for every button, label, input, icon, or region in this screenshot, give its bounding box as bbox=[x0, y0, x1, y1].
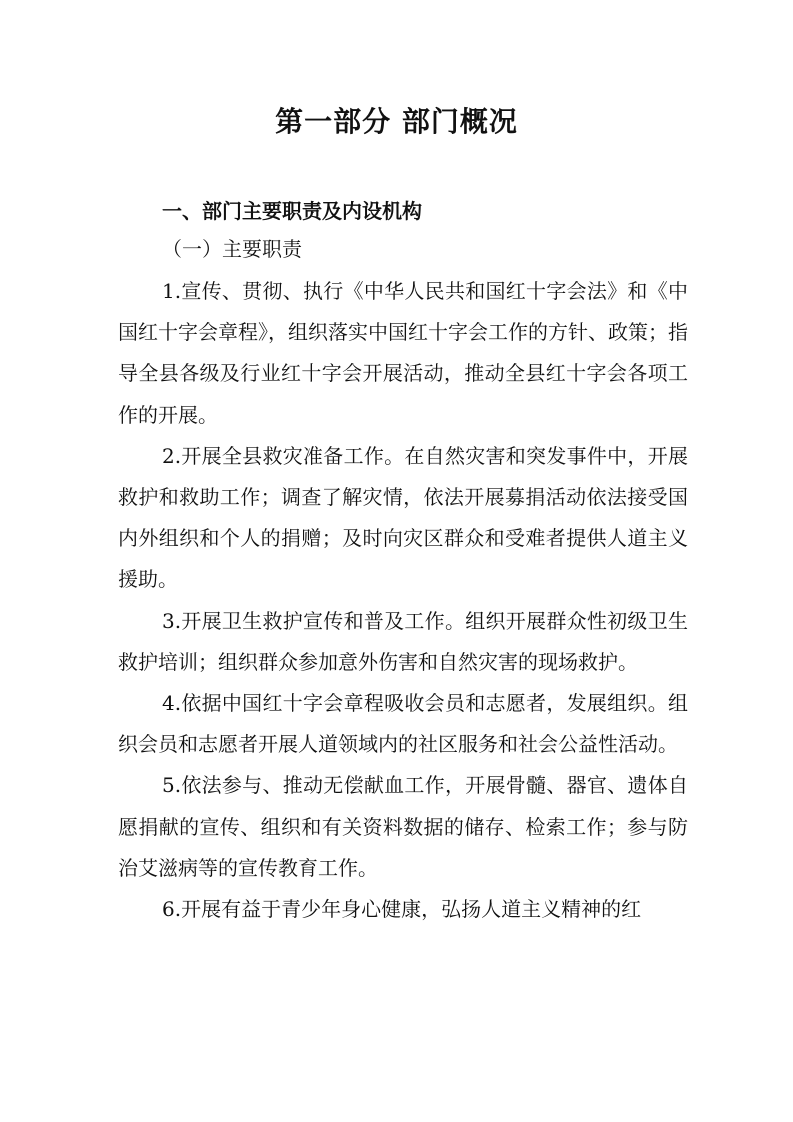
page-title: 第一部分 部门概况 bbox=[275, 105, 518, 138]
section-heading: 一、部门主要职责及内设机构 bbox=[162, 199, 422, 223]
subsection-heading: （一）主要职责 bbox=[162, 237, 302, 261]
document-body bbox=[118, 271, 688, 930]
paragraph-duty-2: 2.开展全县救灾准备工作。在自然灾害和突发事件中，开展救护和救助工作；调查了解灾情，依法开展募捐活动依法接受国内外组织和个人的捐赠；及时向灾区群众和受难者提供人道主义援助。 bbox=[118, 443, 688, 592]
paragraph-duty-6: 6.开展有益于青少年身心健康，弘扬人道主义精神的红 bbox=[162, 897, 642, 922]
paragraph-duty-3: 3.开展卫生救护宣传和普及工作。组织开展群众性初级卫生救护培训；组织群众参加意外伤害和自然灾害的现场救护。 bbox=[118, 608, 688, 674]
paragraph-duty-1: 1.宣传、贯彻、执行《中华人民共和国红十字会法》和《中国红十字会章程》，组织落实中国红十字会工作的方针、政策；指导全县各级及行业红十字会开展活动，推动全县红十字会各项工作的开展。 bbox=[118, 279, 688, 427]
paragraph-duty-4: 4.依据中国红十字会章程吸收会员和志愿者，发展组织。组织会员和志愿者开展人道领域内的社区服务和社会公益性活动。 bbox=[118, 691, 688, 757]
paragraph-duty-5: 5.依法参与、推动无偿献血工作，开展骨髓、器官、遗体自愿捐献的宣传、组织和有关资料数据的储存、检索工作；参与防治艾滋病等的宣传教育工作。 bbox=[118, 773, 688, 880]
